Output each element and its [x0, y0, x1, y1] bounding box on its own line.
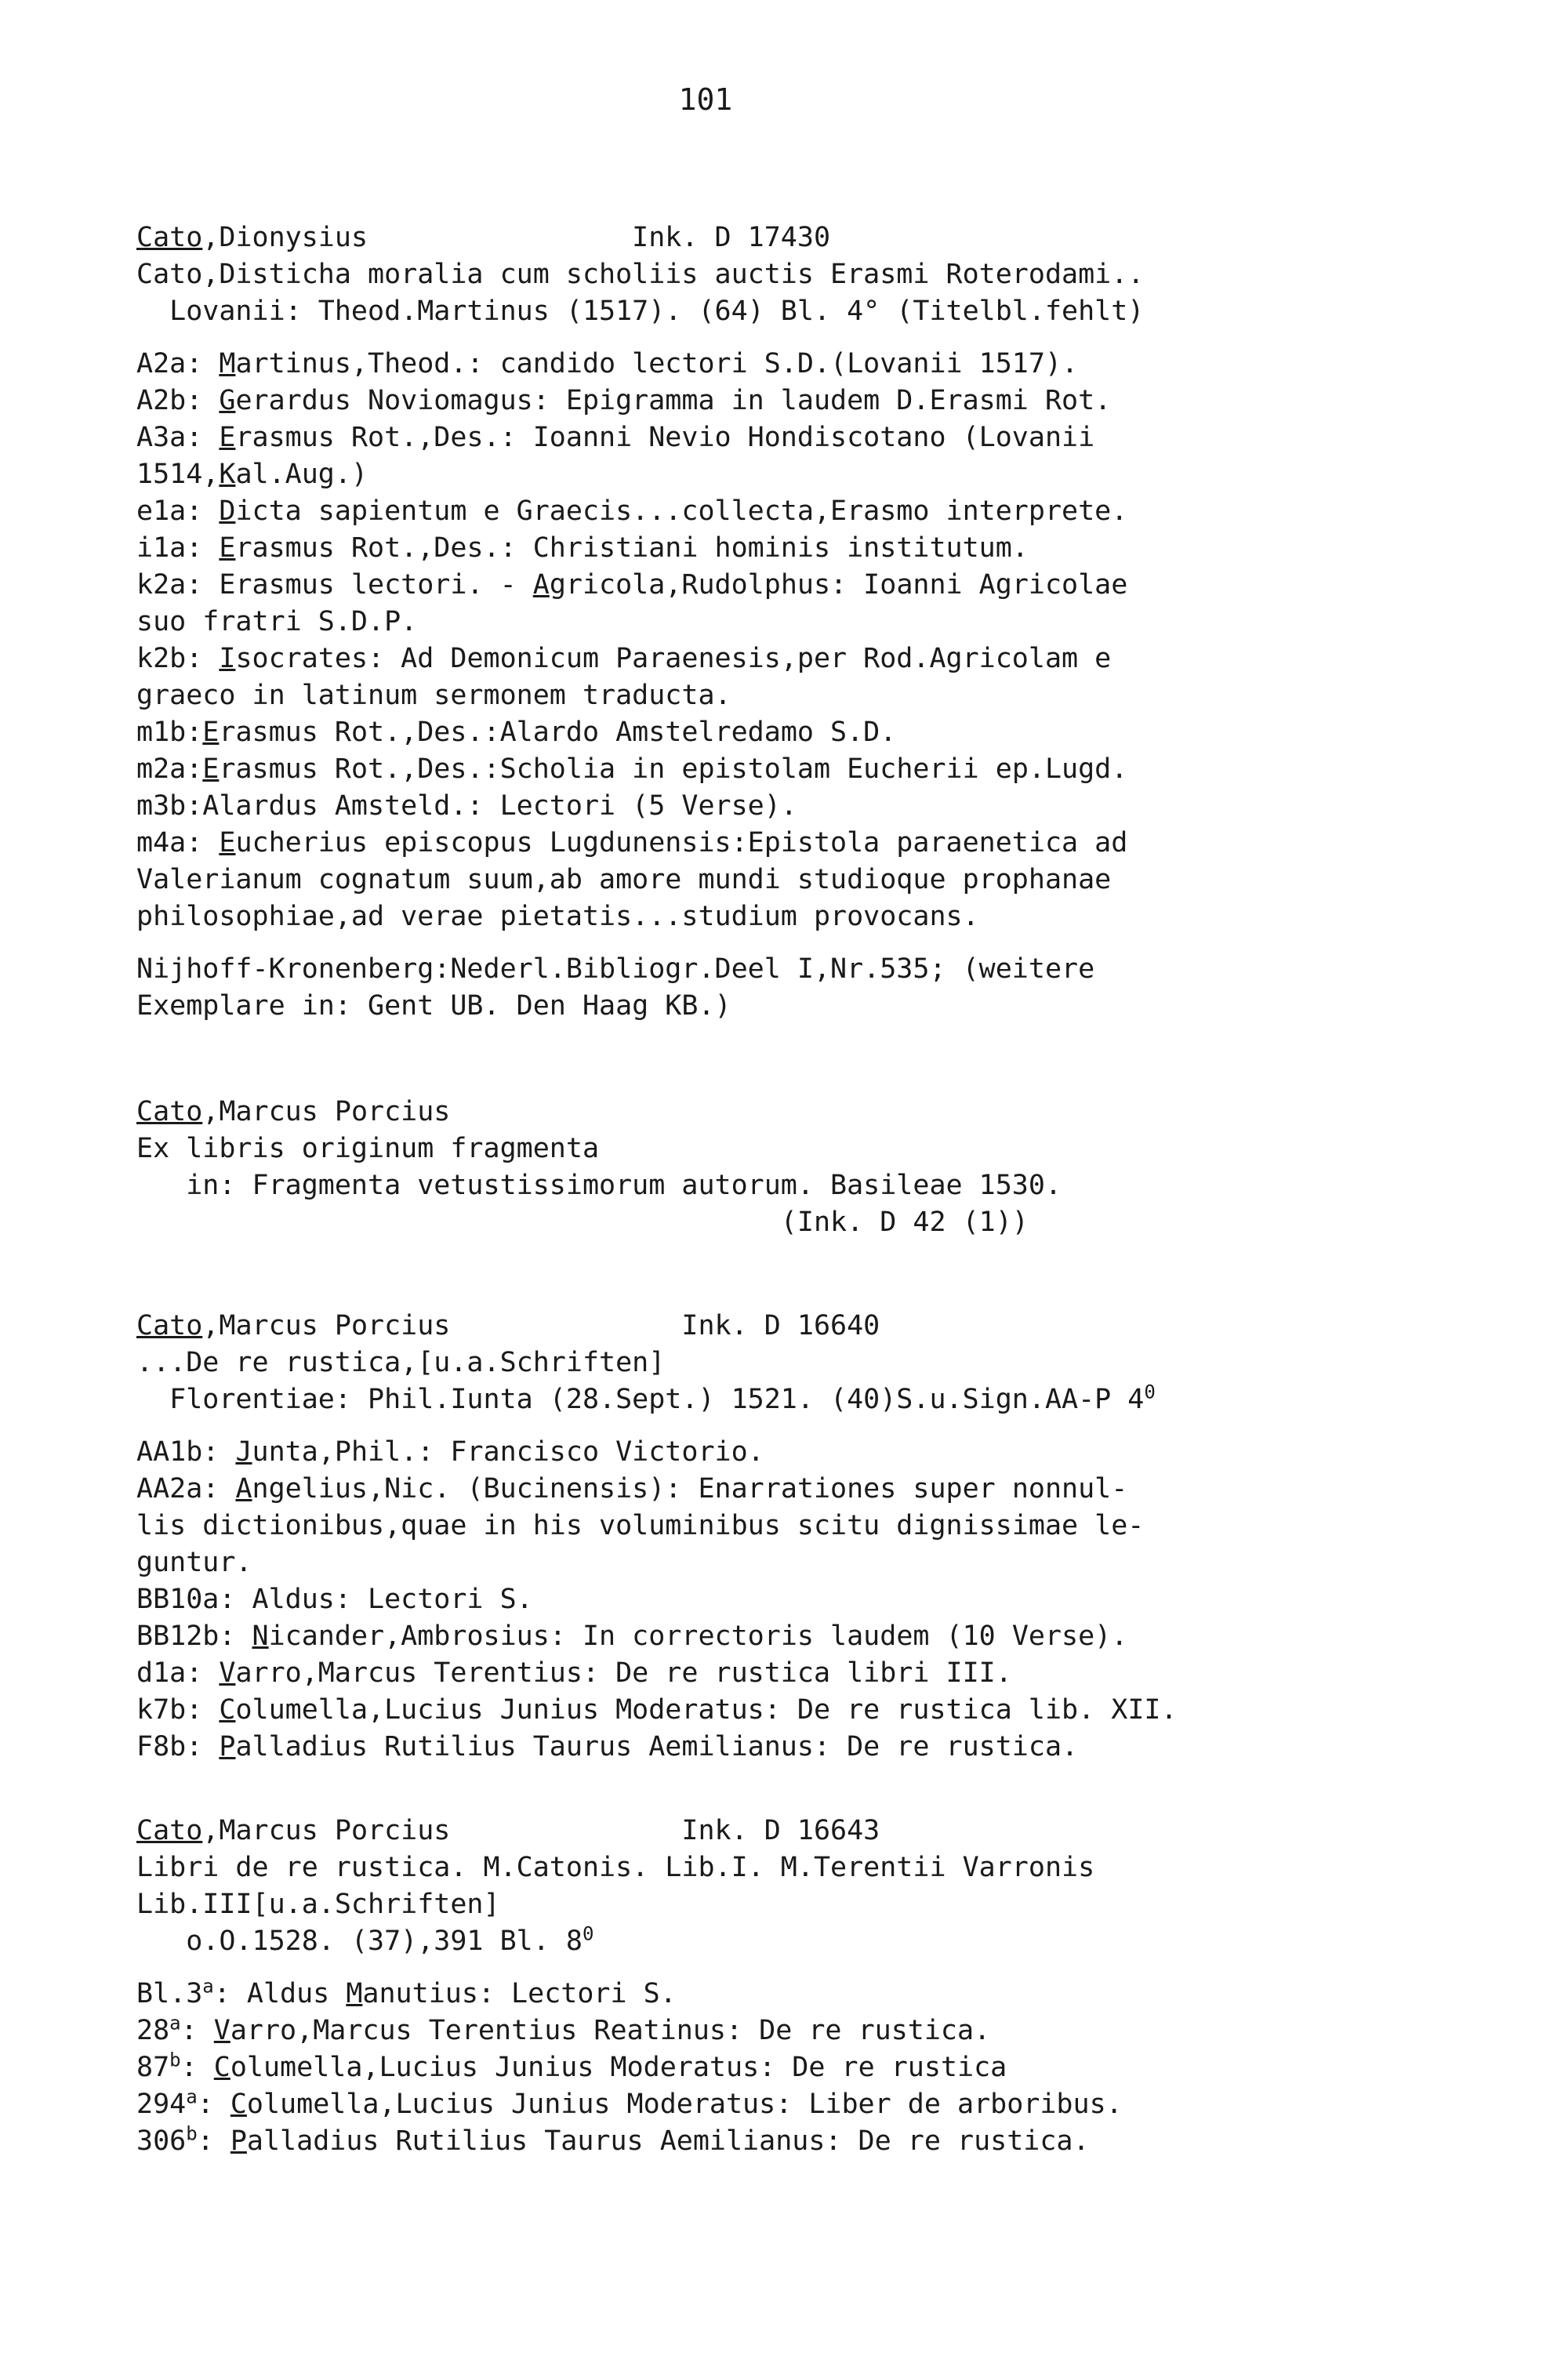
line-text: k2b: — [136, 643, 220, 674]
underlined-text: V — [213, 2015, 230, 2046]
line-text: ngelius,Nic. (Bucinensis): Enarrationes super nonnul- — [252, 1473, 1128, 1505]
entry-line — [136, 1381, 1359, 1418]
underlined-text: Cato — [136, 1310, 203, 1341]
line-text: rasmus Rot.,Des.:Scholia in epistolam Eucherii ep.Lugd. — [219, 753, 1128, 785]
superscript-text: b — [186, 2122, 198, 2145]
entry-line — [136, 898, 1359, 935]
line-text: arro,Marcus Terentius: De re rustica libri III. — [235, 1657, 1012, 1689]
line-text: 306 — [136, 2125, 187, 2157]
underlined-text: E — [202, 753, 220, 785]
underlined-text: Cato — [136, 222, 203, 253]
underlined-text: M — [346, 1978, 363, 2009]
line-text: Lib.III[u.a.Schriften] — [136, 1889, 500, 1920]
line-text: guntur. — [136, 1547, 252, 1578]
underlined-text: E — [219, 422, 236, 453]
entry-line — [136, 1581, 1359, 1618]
underlined-text: A — [235, 1473, 252, 1505]
line-text: ucherius episcopus Lugdunensis:Epistola paraenetica ad — [235, 827, 1128, 858]
line-text: : Aldus — [213, 1978, 347, 2009]
line-text: Ex libris originum fragmenta — [136, 1133, 600, 1164]
line-text: icta sapientum e Graecis...collecta,Erasmo interprete. — [235, 495, 1128, 527]
line-text: A2b: — [136, 385, 220, 416]
catalog-entry-cato-ex-libris — [136, 1094, 1359, 1241]
line-text: rasmus Rot.,Des.: Ioanni Nevio Hondiscotano (Lovanii — [235, 422, 1095, 453]
entry-line — [136, 1094, 1359, 1131]
underlined-text: E — [202, 717, 220, 748]
entry-line — [136, 1655, 1359, 1692]
underlined-text: G — [219, 385, 236, 416]
superscript-text: 0 — [1144, 1381, 1156, 1403]
catalog-entry-cato-de-re-rustica-1521 — [136, 1308, 1359, 1766]
underlined-text: A — [532, 569, 550, 601]
entry-line — [136, 1544, 1359, 1581]
line-text: Lovanii: Theod.Martinus (1517). (64) Bl. 4° (Titelbl.fehlt) — [136, 296, 1145, 327]
entry-line — [136, 1345, 1359, 1381]
entry-line — [136, 825, 1359, 862]
line-text: philosophiae,ad verae pietatis...studium provocans. — [136, 901, 979, 932]
line-text: al.Aug.) — [235, 459, 368, 490]
line-text: Exemplare in: Gent UB. Den Haag KB.) — [136, 990, 731, 1022]
line-text: graeco in latinum sermonem traducta. — [136, 680, 731, 711]
entry-line — [136, 2013, 1359, 2049]
line-gap — [136, 935, 1359, 951]
line-text: (Ink. D 42 (1)) — [136, 1207, 1029, 1238]
line-text: 28 — [136, 2015, 170, 2046]
entry-line — [136, 2049, 1359, 2086]
entry-line — [136, 951, 1359, 988]
line-text: arro,Marcus Terentius Reatinus: De re rustica. — [230, 2015, 991, 2046]
underlined-text: N — [252, 1621, 269, 1652]
line-text: o.O.1528. (37),391 Bl. 8 — [136, 1926, 583, 1957]
underlined-text: P — [219, 1731, 236, 1762]
line-text: ,Dionysius Ink. D 17430 — [202, 222, 831, 253]
entry-line — [136, 1692, 1359, 1729]
line-text: unta,Phil.: Francisco Victorio. — [252, 1436, 764, 1468]
line-text: Libri de re rustica. M.Catonis. Lib.I. M.Terentii Varronis — [136, 1852, 1095, 1883]
entry-line — [136, 493, 1359, 530]
underlined-text: J — [235, 1436, 252, 1468]
line-text: ,Marcus Porcius — [202, 1096, 451, 1127]
entry-line — [136, 419, 1359, 456]
entry-line — [136, 988, 1359, 1025]
line-text: 87 — [136, 2052, 170, 2083]
entry-line — [136, 1508, 1359, 1544]
entry-line — [136, 1167, 1359, 1204]
underlined-text: I — [219, 643, 236, 674]
entry-line — [136, 1618, 1359, 1655]
entry-line — [136, 2123, 1359, 2160]
underlined-text: P — [230, 2125, 247, 2157]
line-text: : — [197, 2125, 230, 2157]
line-gap — [136, 330, 1359, 346]
superscript-text: 0 — [582, 1922, 594, 1945]
entry-line — [136, 1308, 1359, 1345]
line-text: AA1b: — [136, 1436, 236, 1468]
line-text: k2a: Erasmus lectori. - — [136, 569, 533, 601]
line-text: in: Fragmenta vetustissimorum autorum. Basileae 1530. — [136, 1170, 1062, 1201]
line-text: e1a: — [136, 495, 220, 527]
catalog-entry-cato-dionysius — [136, 220, 1359, 1025]
line-text: d1a: — [136, 1657, 220, 1689]
underlined-text: C — [213, 2052, 230, 2083]
entry-line — [136, 1849, 1359, 1886]
entry-line — [136, 1729, 1359, 1766]
underlined-text: C — [230, 2089, 247, 2120]
line-text: i1a: — [136, 532, 220, 564]
underlined-text: Cato — [136, 1096, 203, 1127]
entry-line — [136, 530, 1359, 567]
entry-line — [136, 456, 1359, 493]
entry-line — [136, 567, 1359, 604]
line-text: ...De re rustica,[u.a.Schriften] — [136, 1347, 666, 1378]
line-text: Cato,Disticha moralia cum scholiis auctis Erasmi Roterodami.. — [136, 259, 1145, 290]
line-text: lis dictionibus,quae in his voluminibus scitu dignissimae le- — [136, 1510, 1145, 1541]
line-text: Valerianum cognatum suum,ab amore mundi studioque prophanae — [136, 864, 1112, 895]
entry-line — [136, 346, 1359, 383]
line-text: 1514, — [136, 459, 220, 490]
line-text: rasmus Rot.,Des.:Alardo Amstelredamo S.D. — [219, 717, 897, 748]
line-text: m2a: — [136, 753, 203, 785]
line-text: icander,Ambrosius: In correctoris laudem (10 Verse). — [268, 1621, 1128, 1652]
line-text: anutius: Lectori S. — [362, 1978, 677, 2009]
entry-line — [136, 751, 1359, 788]
superscript-text: a — [202, 1975, 214, 1998]
entry-line — [136, 220, 1359, 256]
line-text: : — [197, 2089, 230, 2120]
line-text: k7b: — [136, 1694, 220, 1726]
line-text: Nijhoff-Kronenberg:Nederl.Bibliogr.Deel I,Nr.535; (weitere — [136, 953, 1095, 985]
entry-line — [136, 788, 1359, 825]
line-text: olumella,Lucius Junius Moderatus: De re rustica lib. XII. — [235, 1694, 1178, 1726]
underlined-text: E — [219, 532, 236, 564]
entry-line — [136, 862, 1359, 898]
entry-line — [136, 677, 1359, 714]
line-text: : — [180, 2052, 214, 2083]
entry-line — [136, 1434, 1359, 1471]
superscript-text: a — [186, 2085, 198, 2108]
superscript-text: a — [169, 2012, 181, 2035]
underlined-text: M — [219, 348, 236, 379]
catalog-entry-cato-de-re-rustica-1528 — [136, 1813, 1359, 2160]
entry-line — [136, 1813, 1359, 1849]
underlined-text: E — [219, 827, 236, 858]
line-text: F8b: — [136, 1731, 220, 1762]
line-text: alladius Rutilius Taurus Aemilianus: De re rustica. — [246, 2125, 1090, 2157]
line-text: olumella,Lucius Junius Moderatus: De re rustica — [230, 2052, 1007, 2083]
entry-line — [136, 256, 1359, 293]
line-text: AA2a: — [136, 1473, 236, 1505]
line-text: erardus Noviomagus: Epigramma in laudem D.Erasmi Rot. — [235, 385, 1112, 416]
underlined-text: C — [219, 1694, 236, 1726]
entry-line — [136, 293, 1359, 330]
entry-line — [136, 714, 1359, 751]
line-text: Bl.3 — [136, 1978, 203, 2009]
line-text: BB10a: Aldus: Lectori S. — [136, 1584, 533, 1615]
line-text: olumella,Lucius Junius Moderatus: Liber de arboribus. — [246, 2089, 1123, 2120]
line-text: suo fratri S.D.P. — [136, 606, 418, 637]
entry-line — [136, 1204, 1359, 1241]
line-text: 294 — [136, 2089, 187, 2120]
entry-line — [136, 1923, 1359, 1960]
line-text: artinus,Theod.: candido lectori S.D.(Lovanii 1517). — [235, 348, 1079, 379]
line-text: alladius Rutilius Taurus Aemilianus: De re rustica. — [235, 1731, 1079, 1762]
line-gap — [136, 1418, 1359, 1434]
line-text: Florentiae: Phil.Iunta (28.Sept.) 1521. (40)S.u.Sign.AA-P 4 — [136, 1384, 1145, 1415]
underlined-text: D — [219, 495, 236, 527]
line-text: A2a: — [136, 348, 220, 379]
line-text: ,Marcus Porcius Ink. D 16643 — [202, 1815, 880, 1846]
underlined-text: K — [219, 459, 236, 490]
entry-line — [136, 1976, 1359, 2013]
entry-line — [136, 1131, 1359, 1167]
line-text: m4a: — [136, 827, 220, 858]
underlined-text: Cato — [136, 1815, 203, 1846]
entry-line — [136, 641, 1359, 677]
underlined-text: V — [219, 1657, 236, 1689]
line-text: rasmus Rot.,Des.: Christiani hominis institutum. — [235, 532, 1029, 564]
page-number: 101 — [678, 82, 733, 117]
line-text: ,Marcus Porcius Ink. D 16640 — [202, 1310, 880, 1341]
entry-line — [136, 2086, 1359, 2123]
entry-line — [136, 1471, 1359, 1508]
entry-line — [136, 604, 1359, 641]
entry-line — [136, 383, 1359, 419]
line-text: m1b: — [136, 717, 203, 748]
superscript-text: b — [169, 2049, 181, 2071]
line-text: socrates: Ad Demonicum Paraenesis,per Rod.Agricolam e — [235, 643, 1112, 674]
line-gap — [136, 1960, 1359, 1976]
line-text: gricola,Rudolphus: Ioanni Agricolae — [549, 569, 1128, 601]
line-text: : — [180, 2015, 214, 2046]
line-text: m3b:Alardus Amsteld.: Lectori (5 Verse). — [136, 790, 797, 822]
entry-line — [136, 1886, 1359, 1923]
line-text: BB12b: — [136, 1621, 252, 1652]
line-text: A3a: — [136, 422, 220, 453]
